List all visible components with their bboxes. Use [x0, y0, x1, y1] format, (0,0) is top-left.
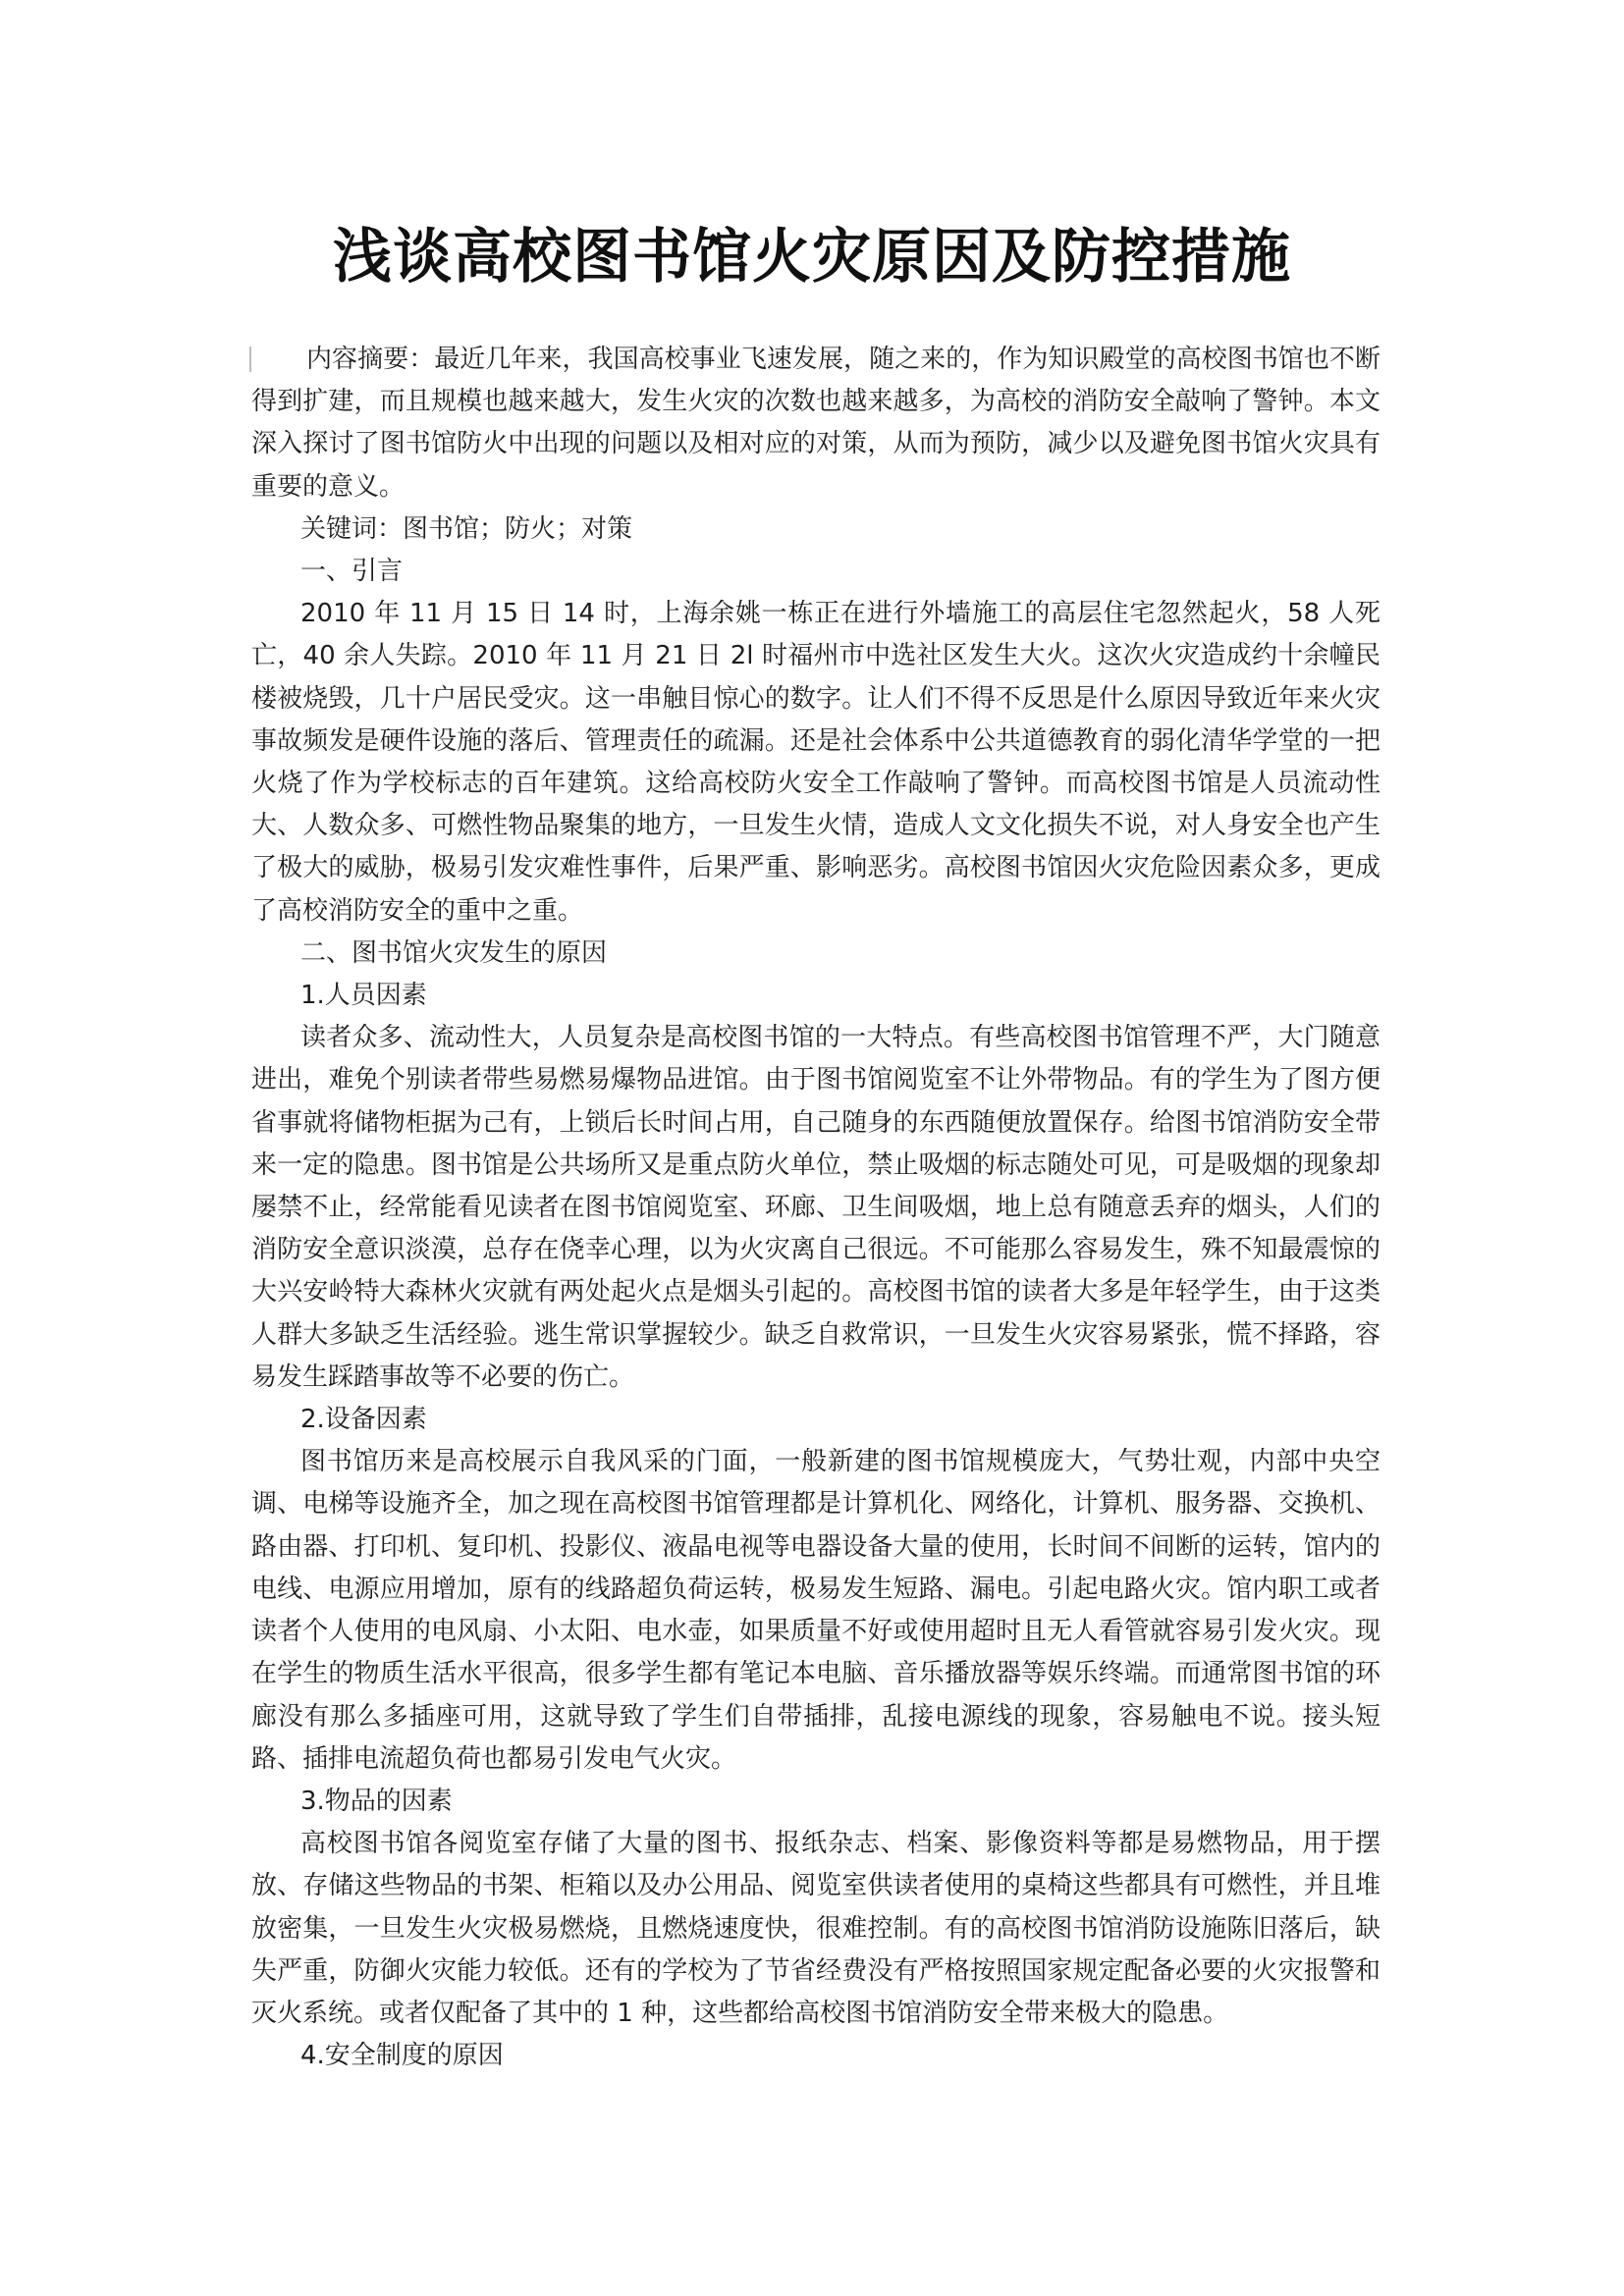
section-heading-causes: 二、图书馆火灾发生的原因 — [300, 937, 608, 968]
abstract-paragraph: 内容摘要：最近几年来，我国高校事业飞速发展，随之来的，作为知识殿堂的高校图书馆也不断得到扩建，而且规模也越来越大，发生火灾的次数也越来越多，为高校的消防安全敲响了警钟。本文深入探讨了图书馆防火中出现的问题以及相对应的对策，从而为预防，减少以及避免图书馆火灾具有重要的意义。 — [251, 345, 1380, 502]
subsection-heading-equipment: 2.设备因素 — [300, 1405, 427, 1435]
subsection-heading-materials: 3.物品的因素 — [300, 1786, 453, 1816]
materials-paragraph: 高校图书馆各阅览室存储了大量的图书、报纸杂志、档案、影像资料等都是易燃物品，用于摆放、存储这些物品的书架、柜箱以及办公用品、阅览室供读者使用的桌椅这些都具有可燃性，并且堆放密集，一旦发生火灾极易燃烧，且燃烧速度快，很难控制。有的高校图书馆消防设施陈旧落后，缺失严重，防御火灾能力较低。还有的学校为了节省经费没有严格按照国家规定配备必要的火灾报警和灭火系统。或者仅配备了其中的 1 种，这些都给高校图书馆消防安全带来极大的隐患。 — [251, 1829, 1380, 2028]
section-heading-introduction: 一、引言 — [300, 557, 404, 587]
subsection-heading-personnel: 1.人员因素 — [300, 981, 427, 1011]
equipment-paragraph: 图书馆历来是高校展示自我风采的门面，一般新建的图书馆规模庞大，气势壮观，内部中央空调、电梯等设施齐全，加之现在高校图书馆管理都是计算机化、网络化，计算机、服务器、交换机、路由器、打印机、复印机、投影仪、液晶电视等电器设备大量的使用，长时间不间断的运转，馆内的电线、电源应用增加，原有的线路超负荷运转，极易发生短路、漏电。引起电路火灾。馆内职工或者读者个人使用的电风扇、小太阳、电水壶，如果质量不好或使用超时且无人看管就容易引发火灾。现在学生的物质生活水平很高，很多学生都有笔记本电脑、音乐播放器等娱乐终端。而通常图书馆的环廊没有那么多插座可用，这就导致了学生们自带插排，乱接电源线的现象，容易触电不说。接头短路、插排电流超负荷也都易引发电气火灾。 — [251, 1447, 1380, 1774]
subsection-heading-safety-system: 4.安全制度的原因 — [300, 2041, 504, 2071]
article-body — [251, 339, 1380, 2077]
page-title: 浅谈高校图书馆火灾原因及防控措施 — [333, 223, 1291, 292]
introduction-paragraph: 2010 年 11 月 15 日 14 时，上海余姚一栋正在进行外墙施工的高层住宅忽然起火，58 人死亡，40 余人失踪。2010 年 11 月 21 日 2l 时福州市中选社区发生大火。这次火灾造成约十余幢民楼被烧毁，几十户居民受灾。这一串触目惊心的数字。让人们不得不反思是什么原因导致近年来火灾事故频发是硬件设施的落后、管理责任的疏漏。还是社会体系中公共道德教育的弱化清华学堂的一把火烧了作为学校标志的百年建筑。这给高校防火安全工作敲响了警钟。而高校图书馆是人员流动性大、人数众多、可燃性物品聚集的地方，一旦发生火情，造成人文文化损失不说，对人身安全也产生了极大的威胁，极易引发灾难性事件，后果严重、影响恶劣。高校图书馆因火灾危险因素众多，更成了高校消防安全的重中之重。 — [251, 599, 1380, 926]
personnel-paragraph: 读者众多、流动性大，人员复杂是高校图书馆的一大特点。有些高校图书馆管理不严，大门随意进出，难免个别读者带些易燃易爆物品进馆。由于图书馆阅览室不让外带物品。有的学生为了图方便省事就将储物柜据为己有，上锁后长时间占用，自己随身的东西随便放置保存。给图书馆消防安全带来一定的隐患。图书馆是公共场所又是重点防火单位，禁止吸烟的标志随处可见，可是吸烟的现象却屡禁不止，经常能看见读者在图书馆阅览室、环廊、卫生间吸烟，地上总有随意丢弃的烟头，人们的消防安全意识淡漠，总存在侥幸心理，以为火灾离自己很远。不可能那么容易发生，殊不知最震惊的大兴安岭特大森林火灾就有两处起火点是烟头引起的。高校图书馆的读者大多是年轻学生，由于这类人群大多缺乏生活经验。逃生常识掌握较少。缺乏自救常识，一旦发生火灾容易紧张，慌不择路，容易发生踩踏事故等不必要的伤亡。 — [251, 1023, 1380, 1392]
keywords-line: 关键词：图书馆；防火；对策 — [300, 513, 633, 544]
